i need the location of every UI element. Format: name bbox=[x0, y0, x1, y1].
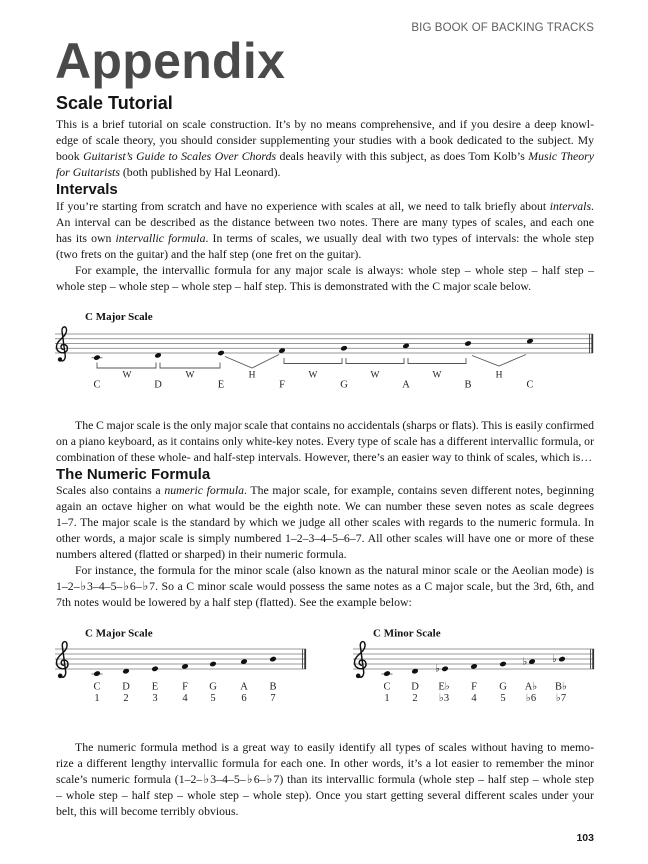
text-run: whole step – whole step – whole step – half step. This is demonstrated with the C major scale below. bbox=[56, 279, 532, 293]
note-name-labels bbox=[383, 681, 567, 693]
text-line bbox=[56, 246, 594, 262]
note-head bbox=[558, 656, 566, 663]
major-minor-comparison-notation bbox=[0, 615, 648, 710]
term-italic: intervals bbox=[549, 199, 592, 213]
text-run: If you’re starting from scratch and have no experience with scales at all, we need to talk briefly about bbox=[56, 199, 550, 213]
scale-degree: 2 bbox=[412, 693, 418, 704]
scale-degree: ♭7 bbox=[555, 693, 567, 704]
text-run: other words, a major scale is simply numbered 1–2–3–4–5–6–7. All other scales will have one or more of these bbox=[56, 531, 594, 545]
text-run: 7th notes would be lowered by a half step (flatted). See the example below: bbox=[56, 595, 412, 609]
note-name: D bbox=[411, 681, 419, 693]
staff-lines bbox=[55, 649, 306, 669]
text-run: The C major scale is the only major scale that contains no accidentals (sharps or flats). This is easily confirmed bbox=[75, 418, 594, 432]
scale-degree-labels bbox=[94, 693, 275, 704]
half-step-wedge bbox=[472, 355, 526, 367]
interval-brackets bbox=[97, 355, 526, 369]
text-run: For example, the intervallic formula for any major scale is always: whole step – whole step – half step – bbox=[75, 263, 594, 277]
note-name: C bbox=[93, 379, 101, 391]
text-run: book bbox=[56, 149, 84, 163]
text-line bbox=[56, 449, 594, 465]
text-run: This is a brief tutorial on scale construction. It’s by no means comprehensive, and if you desire a deep knowl- bbox=[56, 117, 594, 131]
text-line bbox=[56, 578, 594, 594]
note-name: D bbox=[122, 681, 130, 693]
scale-degree: 5 bbox=[500, 693, 506, 704]
scale-degree: 7 bbox=[270, 693, 276, 704]
note-name: F bbox=[182, 681, 188, 693]
text-line bbox=[56, 116, 594, 132]
text-run: 1–2–♭3–4–5–♭6–♭7. So a C minor scale would possess the same notes as a C major scale, but the 3rd, 6th, and bbox=[56, 579, 594, 593]
step-label: W bbox=[185, 370, 195, 381]
step-label: H bbox=[248, 370, 256, 381]
flat-icon: ♭ bbox=[435, 663, 440, 675]
scale-degree: 3 bbox=[152, 693, 158, 704]
scale-degree: 6 bbox=[241, 693, 247, 704]
flat-icon: ♭ bbox=[522, 656, 528, 668]
scale-degree: 2 bbox=[123, 693, 129, 704]
note-name: E bbox=[217, 379, 225, 391]
staff-lines bbox=[55, 334, 593, 353]
paragraph bbox=[56, 198, 594, 262]
text-line bbox=[56, 482, 594, 498]
paragraph bbox=[56, 417, 594, 465]
note-name: B bbox=[464, 379, 472, 391]
note-name: A bbox=[240, 681, 248, 693]
step-label: W bbox=[122, 370, 132, 381]
note-head bbox=[499, 661, 507, 668]
book-title-italic: Guitarist’s Guide to Scales Over Chords bbox=[83, 149, 277, 163]
note-name: B bbox=[269, 681, 277, 693]
note-head bbox=[93, 670, 101, 677]
scale-degree: 1 bbox=[94, 693, 100, 704]
note-head bbox=[209, 661, 217, 668]
note-name: E bbox=[151, 681, 159, 693]
half-step-wedge bbox=[225, 355, 279, 369]
text-line bbox=[56, 594, 594, 610]
step-label: W bbox=[308, 370, 318, 381]
text-line bbox=[56, 417, 594, 433]
flat-icon: ♭ bbox=[552, 653, 557, 665]
note-name: G bbox=[209, 681, 217, 693]
text-run: scale’s numeric formula (1–2–♭3–4–5–♭6–♭7) than its intervallic formula (whole step – half step – whole step bbox=[56, 772, 594, 786]
whole-step-bracket bbox=[408, 358, 466, 364]
note-name: F bbox=[279, 379, 285, 391]
whole-step-bracket bbox=[160, 363, 220, 369]
note-head bbox=[340, 345, 348, 351]
text-run: (both published by Hal Leonard). bbox=[119, 165, 281, 179]
paragraph bbox=[56, 562, 594, 610]
text-run: belt, this will become terribly obvious. bbox=[56, 804, 239, 818]
note-name: C bbox=[383, 681, 391, 693]
note-name: C bbox=[93, 681, 101, 693]
treble-clef-icon bbox=[354, 642, 365, 679]
text-run: again an octave higher on what would be the eighth note. We can number these seven notes as scale degrees bbox=[56, 499, 594, 513]
text-run: edge of scale theory, you should consider supplementing your studies with a book dedicated to the subject. My bbox=[56, 133, 594, 147]
figure-title: C Minor Scale bbox=[373, 627, 441, 640]
figure-title: C Major Scale bbox=[85, 311, 153, 323]
section-heading-scale-tutorial: Scale Tutorial bbox=[56, 93, 173, 113]
note-name: B♭ bbox=[555, 681, 567, 693]
scale-degree: 5 bbox=[210, 693, 216, 704]
text-line bbox=[56, 530, 594, 546]
text-line bbox=[56, 164, 594, 180]
text-line bbox=[56, 498, 594, 514]
text-line bbox=[56, 132, 594, 148]
step-labels bbox=[123, 371, 503, 381]
step-label: W bbox=[370, 370, 380, 381]
scale-degree-labels bbox=[384, 692, 566, 704]
text-run: – whole step – half step – whole step – whole step). Once you start getting several different scales under your bbox=[56, 788, 594, 802]
note-name: A bbox=[402, 379, 410, 391]
whole-step-bracket bbox=[346, 358, 404, 364]
text-run: has its own bbox=[56, 231, 116, 245]
scale-degree: 4 bbox=[471, 693, 477, 704]
book-title-italic: for Guitarists bbox=[56, 165, 120, 179]
note-name: F bbox=[471, 681, 477, 693]
paragraph bbox=[56, 482, 594, 562]
text-run: Scales also contains a bbox=[56, 483, 165, 497]
note-head bbox=[441, 666, 449, 673]
text-line bbox=[56, 214, 594, 230]
c-major-staff bbox=[55, 628, 306, 705]
text-run: 1–7. The major scale is the standard by which we judge all other scales with regards to the numeric formula. In bbox=[56, 515, 594, 529]
note-heads bbox=[93, 338, 534, 361]
text-run: combination of these whole- and half-step intervals. However, there’s an easier way to think of scales, which is… bbox=[56, 450, 593, 464]
text-line bbox=[56, 278, 594, 294]
text-line bbox=[56, 514, 594, 530]
paragraph bbox=[56, 262, 594, 294]
treble-clef-icon bbox=[56, 642, 67, 679]
text-line bbox=[56, 562, 594, 578]
scale-degree: ♭6 bbox=[525, 693, 537, 704]
running-header: BIG BOOK OF BACKING TRACKS bbox=[411, 22, 594, 34]
book-title-italic: Music Theory bbox=[528, 149, 595, 163]
note-name-labels bbox=[93, 682, 276, 693]
text-line bbox=[56, 771, 594, 787]
text-line bbox=[56, 198, 594, 214]
text-line bbox=[56, 262, 594, 278]
text-run: on a piano keyboard, as it contains only white-key notes. Every type of scale has a different intervallic formula, or bbox=[56, 434, 594, 448]
text-line bbox=[56, 546, 594, 562]
page-number: 103 bbox=[576, 832, 594, 844]
note-head bbox=[217, 350, 225, 356]
note-head bbox=[383, 670, 391, 677]
text-run: . In terms of scales, we usually deal with two types of intervals: the whole step bbox=[205, 231, 594, 245]
c-minor-staff bbox=[353, 628, 594, 705]
note-name-labels bbox=[93, 380, 533, 391]
text-run: (two frets on the guitar) and the half step (one fret on the guitar). bbox=[56, 247, 362, 261]
text-run: An interval can be described as the distance between two notes. There are many types of scales, and each one bbox=[56, 215, 594, 229]
note-name: G bbox=[499, 681, 507, 693]
note-name: D bbox=[154, 379, 162, 391]
whole-step-bracket bbox=[97, 363, 156, 369]
note-name: C bbox=[526, 379, 534, 391]
text-line bbox=[56, 148, 594, 164]
c-major-interval-notation bbox=[0, 300, 648, 400]
section-heading-intervals: Intervals bbox=[56, 181, 118, 198]
section-heading-numeric-formula: The Numeric Formula bbox=[56, 466, 211, 483]
note-head bbox=[464, 340, 472, 346]
text-run: For instance, the formula for the minor scale (also known as the natural minor scale or the Aeolian mode) is bbox=[75, 563, 594, 577]
figure-title: C Major Scale bbox=[85, 627, 153, 640]
term-italic: intervallic formula bbox=[115, 231, 206, 245]
scale-degree: 4 bbox=[182, 693, 188, 704]
page-title: Appendix bbox=[55, 33, 286, 89]
text-run: . The major scale, for example, contains seven different notes, beginning bbox=[244, 483, 594, 497]
whole-step-bracket bbox=[284, 358, 342, 364]
term-italic: numeric formula bbox=[164, 483, 245, 497]
scale-degree: ♭3 bbox=[438, 693, 450, 704]
text-run: . bbox=[591, 199, 594, 213]
text-run: numbers altered (flatted or sharped) in their numeric formula. bbox=[56, 547, 347, 561]
text-run: The numeric formula method is a great way to easily identify all types of scales without having to memo- bbox=[75, 740, 594, 754]
note-head bbox=[93, 354, 101, 360]
note-head bbox=[151, 666, 159, 673]
text-run: deals heavily with this subject, as does Tom Kolb’s bbox=[276, 149, 529, 163]
text-line bbox=[56, 803, 594, 819]
note-name: E♭ bbox=[438, 681, 450, 693]
paragraph bbox=[56, 739, 594, 819]
step-label: H bbox=[495, 370, 503, 381]
text-line bbox=[56, 755, 594, 771]
text-line bbox=[56, 787, 594, 803]
text-line bbox=[56, 739, 594, 755]
scale-degree: 1 bbox=[384, 693, 390, 704]
text-run: rize a different lengthy intervallic formula for each one. In other words, it’s a lot easier to remember the minor bbox=[56, 756, 594, 770]
note-name: A♭ bbox=[524, 681, 538, 693]
text-line bbox=[56, 230, 594, 246]
note-head bbox=[269, 656, 277, 663]
step-label: W bbox=[432, 370, 442, 381]
treble-clef-icon bbox=[56, 327, 67, 362]
note-name: G bbox=[340, 379, 348, 391]
text-line bbox=[56, 433, 594, 449]
paragraph bbox=[56, 116, 594, 180]
